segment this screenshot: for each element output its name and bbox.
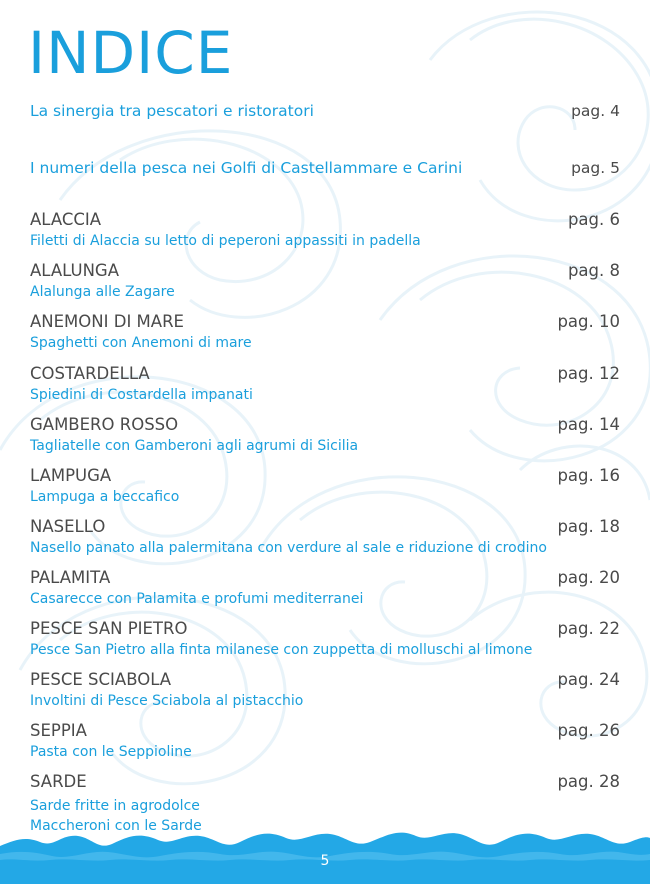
page-ref: pag. 14 (557, 415, 620, 434)
page-ref: pag. 6 (567, 210, 620, 229)
index-entry-pesce-sciabola (30, 670, 620, 714)
recipe-title: Spaghetti con Anemoni di mare (30, 335, 252, 351)
recipe-title: Tagliatelle con Gamberoni agli agrumi di Sicilia (30, 438, 359, 454)
page-ref: pag. 8 (567, 261, 620, 280)
page-ref: pag. 20 (557, 568, 620, 587)
intro-entry-page: pag. 4 (571, 102, 620, 120)
index-entry-seppia (30, 721, 620, 765)
recipe-title: Sarde fritte in agrodolce (30, 798, 200, 814)
page-ref: pag. 16 (557, 466, 620, 485)
species-name: SARDE (30, 772, 87, 791)
index-entry-alaccia (30, 210, 620, 254)
intro-entry-title: I numeri della pesca nei Golfi di Castellammare e Carini (30, 159, 463, 177)
page-ref: pag. 18 (557, 517, 620, 536)
index-entry-gambero-rosso (30, 415, 620, 459)
page-ref: pag. 28 (557, 772, 620, 791)
index-entry-palamita (30, 568, 620, 612)
page-number: 5 (320, 853, 330, 869)
recipe-title: Nasello panato alla palermitana con verdure al sale e riduzione di crodino (30, 540, 547, 556)
recipe-title: Spiedini di Costardella impanati (30, 387, 253, 403)
recipe-title: Filetti di Alaccia su letto di peperoni appassiti in padella (30, 233, 421, 249)
index-entry-lampuga (30, 466, 620, 510)
species-name: GAMBERO ROSSO (30, 415, 179, 434)
index-entry-alalunga (30, 261, 620, 305)
species-name: PESCE SAN PIETRO (30, 619, 188, 638)
index-entry-anemoni-di-mare (30, 312, 620, 356)
species-name: ALALUNGA (30, 261, 120, 280)
recipe-title: Lampuga a beccafico (30, 489, 180, 505)
recipe-title: Casarecce con Palamita e profumi mediterranei (30, 591, 364, 607)
intro-entry-page: pag. 5 (571, 159, 620, 177)
page-ref: pag. 22 (557, 619, 620, 638)
intro-entry-title: La sinergia tra pescatori e ristoratori (30, 102, 314, 120)
species-name: PALAMITA (30, 568, 111, 587)
page-ref: pag. 12 (557, 364, 620, 383)
page-ref: pag. 26 (557, 721, 620, 740)
recipe-title: Maccheroni con le Sarde (30, 818, 202, 834)
species-name: NASELLO (30, 517, 106, 536)
species-name: LAMPUGA (30, 466, 112, 485)
species-name: ALACCIA (30, 210, 102, 229)
recipe-title: Involtini di Pesce Sciabola al pistacchio (30, 693, 304, 709)
recipe-title: Pesce San Pietro alla finta milanese con zuppetta di molluschi al limone (30, 642, 533, 658)
index-entry-pesce-san-pietro (30, 619, 620, 663)
recipe-title: Alalunga alle Zagare (30, 284, 175, 300)
species-name: ANEMONI DI MARE (30, 312, 184, 331)
recipe-title: Pasta con le Seppioline (30, 744, 192, 760)
page-title: INDICE (28, 19, 234, 87)
index-entry-nasello (30, 517, 620, 561)
species-name: COSTARDELLA (30, 364, 150, 383)
species-name: SEPPIA (30, 721, 87, 740)
species-name: PESCE SCIABOLA (30, 670, 172, 689)
page-ref: pag. 24 (557, 670, 620, 689)
index-entry-costardella (30, 364, 620, 408)
page-ref: pag. 10 (557, 312, 620, 331)
